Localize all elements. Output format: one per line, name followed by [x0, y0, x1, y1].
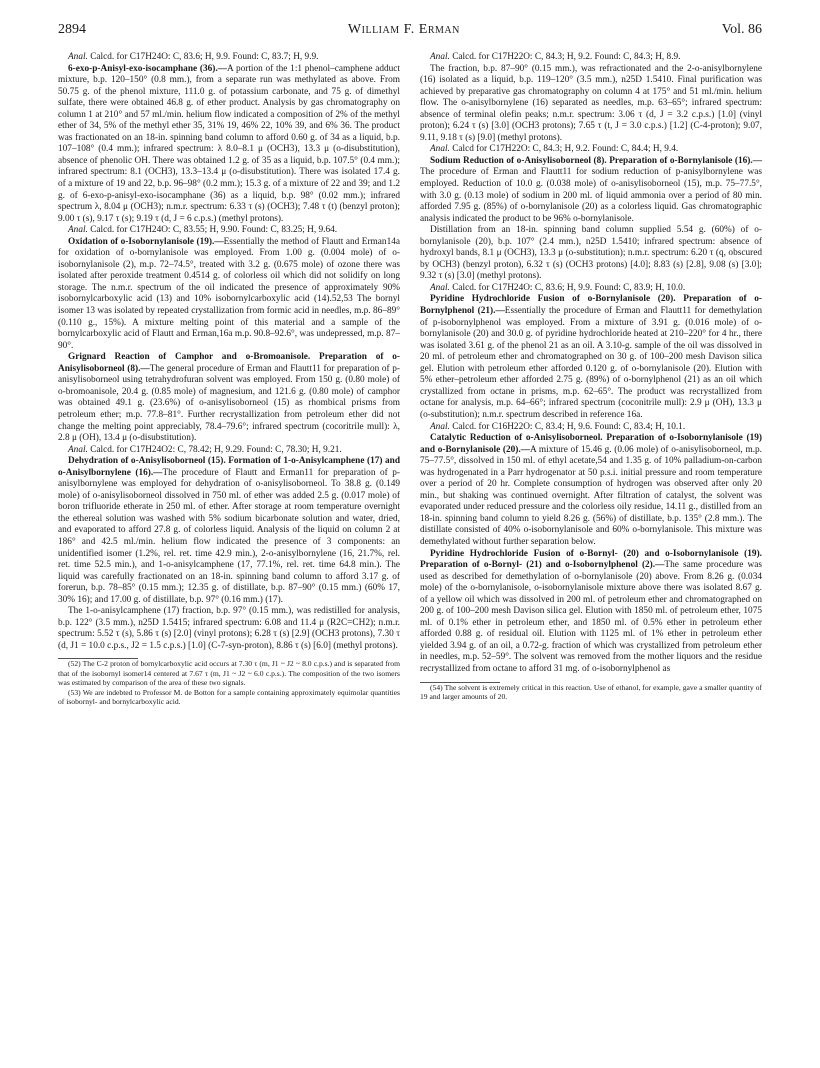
section-heading: Pyridine Hydrochloride Fusion of o-Bornylanisole (20). Preparation of o-Bornylphenol (21).—	[420, 294, 762, 317]
body-paragraph	[58, 237, 400, 352]
section-heading: Catalytic Reduction of o-Anisylisoborneol. Preparation of o-Isobornylanisole (19) and o-Bornylanisole (20).—	[420, 433, 762, 455]
section-heading: Grignard Reaction of Camphor and o-Bromoanisole. Preparation of o-Anisylisoborneol (8).—	[58, 352, 400, 374]
analysis-line	[420, 422, 762, 434]
paragraph-text: A portion of the 1:1 phenol–camphene adduct mixture, b.p. 120–150° (0.8 mm.), from a separate run was methylated as above. From 50.75 g. of the phenol mixture, 111.0 g. of potassium carbonate, and 75 g. of dimethyl sulfate, there were obtained 46.8 g. of ether product. Analysis by gas chromatography on column 1 at 210° and 57 ml./min. helium flow indicated a composition of 2% of the methyl ether of 34, 5% of the methyl ether 35, 31% 19, 46% 22, 10% 39, and 6% 36. The product was fractionated on an 18-in. spinning band column to afford 0.60 g. of 34 as a liquid, b.p. 107–108° (0.4 mm.); infrared spectrum: λ 8.0–8.1 μ (OCH3), 13.3 μ (o-disubstitution), absence of phenolic OH. There was obtained 1.2 g. of 35 as a liquid, b.p. 107.5° (0.4 mm.); infrared spectrum: 8.1 (OCH3), 13.3–13.4 μ (o-disubstitution). There was isolated 17.4 g. of a mixture of 19 and 22, b.p. 96–98° (0.2 mm.); 15.3 g. of a mixture of 22 and 39; and 1.2 g. of 6-exo-p-anisyl-exo-isocamphane (36) as a liquid, b.p. 98° (0.02 mm.); infrared spectrum λ, 8.04 μ (OCH3); n.m.r. spectrum: 6.33 τ (s) (OCH3); 7.48 τ (t) (benzyl proton); 9.00 τ (s), 9.17 τ (s); 9.19 τ (d, J = 6 c.p.s.) (methyl protons).	[58, 63, 400, 224]
paragraph-text: The general procedure of Erman and Flautt11 for preparation of p-anisylisoborneol using tetrahydrofuran solvent was employed. From 150 g. (0.80 mole) of o-bromoanisole, 20.4 g. (0.85 mole) of magnesium, and 121.6 g. (0.80 mole) of camphor was obtained 49.1 g. (23.6%) of o-anisylisoborneol (15) as rhombical prisms from petroleum ether; m.p. 77.8–81°. Further recrystallization from petroleum ether did not change the melting point appreciably, 78.4–79.6°; infrared spectrum (cocoritrile mull): λ, 2.8 μ (OH), 13.4 μ (o-disubstitution).	[58, 363, 400, 444]
body-paragraph	[420, 156, 762, 225]
analysis-line	[58, 52, 400, 64]
body-paragraph	[58, 606, 400, 652]
left-column	[58, 52, 400, 706]
paragraph-text: Distillation from an 18-in. spinning band column supplied 5.54 g. (60%) of o-bornylanisole (20), b.p. 107° (2.4 mm.), n25D 1.5410; infrared spectrum: absence of hydroxyl bands, 8.1 μ (OCH3), 13.3 μ (o-substitution); n.m.r. spectrum: 6.20 τ (q, obscured by OCH3) (benzyl proton), 6.32 τ (s) (OCH3 protons) [4.0]; 8.83 (s) [2.8], 9.08 (s) [3.0]; 9.32 τ (s) [3.0] (methyl protons).	[420, 225, 762, 282]
body-paragraph	[420, 433, 762, 548]
analysis-values: Calcd. for C16H22O: C, 83.4; H, 9.6. Found: C, 83.4; H, 10.1.	[449, 421, 686, 432]
section-heading: Oxidation of o-Isobornylanisole (19).—	[68, 236, 224, 247]
analysis-line	[58, 445, 400, 457]
right-column-body	[420, 52, 762, 676]
body-paragraph	[58, 64, 400, 226]
body-paragraph	[420, 549, 762, 676]
section-heading: Pyridine Hydrochloride Fusion of o-Bornyl- (20) and o-Isobornylanisole (19). Preparation of o-Bornyl- (21) and o-Isobornylphenol (2).—	[420, 548, 762, 571]
analysis-line	[420, 144, 762, 156]
analysis-label: Anal.	[68, 225, 88, 236]
analysis-values: Calcd. for C17H24O: C, 83.55; H, 9.90. Found: C, 83.25; H, 9.64.	[87, 225, 338, 236]
analysis-values: Calcd. for C17H22O: C, 84.3; H, 9.2. Found: C, 84.3; H, 8.9.	[449, 52, 681, 62]
section-heading: Sodium Reduction of o-Anisylisoborneol (8). Preparation of o-Bornylanisole (16).—	[430, 155, 762, 166]
paragraph-text: The procedure of Erman and Flautt11 for sodium reduction of p-anisylbornylene was employed. Reduction of 10.0 g. (0.038 mole) of o-anisylisoborneol (15), m.p. 75–77.5°, with 3.0 g. (0.13 mole) of sodium in 200 ml. of liquid ammonia over a period of 80 min. afforded 7.95 g. (85%) of o-bornylanisole (20) as a colorless liquid. Gas chromatographic analysis indicated the product to be 96% o-bornylanisole.	[420, 167, 762, 224]
paragraph-text: The same procedure was used as described for demethylation of o-bornylanisole (20) above. From 8.26 g. (0.034 mole) of the o-bornylanisole, o-isobornylanisole mixture above there was isolated 8.67 g. of a yellow oil which was dissolved in 200 ml. of petroleum ether and chromatographed on 200 g. of 100–200 mesh Davison silica gel. Elution with 1850 ml. of petroleum ether, 1075 ml. of 0.1% ether in petroleum ether, and 1850 ml. of 0.5% ether in petroleum ether afforded 0.88 g. of residual oil. Elution with 1125 ml. of 1% ether in petroleum ether yielded 3.94 g. of an oil, a 0.72-g. fraction of which was crystallized from petroleum ether in needles, m.p. 52–59°. The solvent was removed from the mother liquors and the residue recrystallized from octane to afford 31 mg. of o-isobornylphenol as	[420, 560, 762, 674]
page-number: 2894	[58, 22, 86, 37]
right-footnotes	[420, 682, 762, 702]
analysis-label: Anal.	[68, 52, 88, 62]
analysis-values: Calcd. for C17H24O: C, 83.6; H, 9.9. Found: C, 83.9; H, 10.0.	[449, 282, 686, 293]
left-footnotes	[58, 658, 400, 706]
analysis-label: Anal.	[430, 52, 450, 62]
analysis-values: Calcd. for C17H24O2: C, 78.42; H, 9.29. Found: C, 78.30; H, 9.21.	[87, 444, 342, 455]
footnote: (53) We are indebted to Professor M. de Botton for a sample containing approximately equimolar quantities of isobornyl- and bornylcarboxylic acid.	[58, 687, 400, 707]
paragraph-text: The fraction, b.p. 87–90° (0.15 mm.), was refractionated and the 2-o-anisylbornylene (16) isolated as a liquid, b.p. 119–120° (3.5 mm.), n25D 1.5410. Final purification was achieved by preparative gas chromatography on column 4 at 175° and 51 ml./min. helium flow. The o-anisylbornylene (16) separated as needles, m.p. 63–65°; infrared spectrum: absence of terminal olefin peaks; n.m.r. spectrum: 3.06 τ (d, J = 3.2 c.p.s.) [1.0] (vinyl proton); 6.24 τ (s) [3.0] (OCH3 protons); 7.65 τ (t, J = 3.0 c.p.s.) [1.2] (C-4-proton); 9.07, 9.11, 9.18 τ (s) [9.0] (methyl protons).	[420, 63, 762, 143]
paragraph-text: Essentially the method of Flautt and Erman14a for oxidation of o-bornylanisole was employed. From 1.00 g. (0.004 mole) of o-isobornylanisole (2), m.p. 72–74.5°, treated with 3.2 g. (0.675 mole) of ozone there was isolated after peroxide treatment 0.4514 g. of colorless oil which did not solidify on long storage. The n.m.r. spectrum of the oil indicated the presence of approximately 90% isobornylcarboxylic acid (13) and 10% isobornylcarboxylic acid (14).52,53 The bornyl isomer 13 was isolated by repeated crystallization from formic acid in needles, m.p. 86–89° (0.110 g., 15%). A mixture melting point of this material and a sample of the bornylcarboxylic acid of Flautt and Erman,16a m.p. 90.8–92.6°, was undepressed, m.p. 87–90°.	[58, 236, 400, 351]
analysis-label: Anal.	[430, 421, 450, 432]
body-paragraph	[58, 456, 400, 606]
paragraph-text: A mixture of 15.46 g. (0.06 mole) of o-anisylisoborneol, m.p. 75–77.5°, dissolved in 150 ml. of ethyl acetate,54 and 1.35 g. of 10% palladium-on-carbon was hydrogenated in a Parr hydrogenator at 50 p.s.i. initial pressure and room temperature over a period of 20 hr. Complete consumption of hydrogen was observed after only 20 min., but shaking was continued overnight. After filtration of catalyst, the solvent was evaporated under reduced pressure and the colorless oily residue, 14.11 g., distilled from an 18-in. spinning band column to yield 8.26 g. (56%) of distillate, b.p. 135° (2.8 mm.). The distillate consisted of 40% o-isobornylanisole and 60% o-bornylanisole. This mixture was demethylated without further separation below.	[420, 444, 762, 547]
paragraph-text: The 1-o-anisylcamphene (17) fraction, b.p. 97° (0.15 mm.), was redistilled for analysis, b.p. 122° (3.5 mm.), n25D 1.5415; infrared spectrum: 6.08 and 11.4 μ (R2C=CH2); n.m.r. spectrum: 5.52 τ (s), 5.86 τ (s) [2.0] (vinyl protons); 6.28 τ (s) [2.9] (OCH3 protons), 7.30 τ (d, J1 = 10.0 c.p.s., J2 = 1.5 c.p.s.) [1.0] (C-7-syn-proton), 8.86 τ (s) [6.0] (methyl protons).	[58, 606, 400, 651]
body-paragraph	[420, 294, 762, 421]
analysis-line	[58, 225, 400, 237]
analysis-values: Calcd for C17H22O: C, 84.3; H, 9.2. Found: C, 84.4; H, 9.4.	[449, 144, 679, 155]
body-paragraph	[58, 352, 400, 444]
right-column	[420, 52, 762, 701]
analysis-values: Calcd. for C17H24O: C, 83.6; H, 9.9. Found: C, 83.7; H, 9.9.	[87, 52, 319, 62]
section-heading: Dehydration of o-Anisylisoborneol (15). Formation of 1-o-Anisylcamphene (17) and o-Anisylbornylene (16).—	[58, 456, 400, 478]
left-column-body	[58, 52, 400, 652]
footnote: (54) The solvent is extremely critical in this reaction. Use of ethanol, for example, gave a smaller quantity of 19 and larger amounts of 20.	[420, 682, 762, 701]
analysis-line	[420, 283, 762, 295]
analysis-line	[420, 52, 762, 64]
analysis-label: Anal.	[430, 144, 450, 155]
running-head	[58, 22, 762, 38]
paragraph-text: The procedure of Flautt and Erman11 for preparation of p-anisylbornylene was employed for dehydration of o-anisylisoborneol. To 38.8 g. (0.149 mole) of o-anisylisoborneol dissolved in 750 ml. of ether was added 2.5 g. (0.017 mole) of boron trifluoride etherate in 250 ml. of ether. After storage at room temperature overnight the ethereal solution was washed with 5% sodium bicarbonate solution and water, dried, and evaporated to afford 27.8 g. of colorless liquid. Analysis of the liquid on column 2 at 186° and 42.5 ml./min. helium flow indicated the presence of 3 components: an unidentified isomer (1.2%, rel. ret. time 42.9 min.), 2-o-anisylbornylene (16, 21.7%, rel. ret. time 52.5 min.), and 1-o-anisylcamphene (17, 77.1%, rel. ret. time 64.8 min.). The liquid was carefully fractionated on an 18-in. spinning band column to afford 3.17 g. of forerun, b.p. 78–85° (0.15 mm.); 12.35 g. of distillate, b.p. 87–90° (0.15 mm.) (60% 17, 30% 16); and 17.00 g. of distillate, b.p. 97° (0.16 mm.) (17).	[58, 467, 400, 605]
body-paragraph	[420, 225, 762, 283]
volume-label: Vol. 86	[721, 22, 762, 37]
analysis-label: Anal.	[68, 444, 88, 455]
body-paragraph	[420, 64, 762, 145]
analysis-label: Anal.	[430, 282, 450, 293]
section-heading: 6-exo-p-Anisyl-exo-isocamphane (36).—	[68, 63, 227, 74]
footnote: (52) The C-2 proton of bornylcarboxylic acid occurs at 7.30 τ (m, J1 ~ J2 ~ 8.0 c.p.s.) and is separated from that of the isobornyl isomer14 centered at 7.67 τ (m, J1 ~ J2 ~ 6.0 c.p.s.). The composition of the two isomers was estimated by comparison of the area of these two signals.	[58, 659, 400, 688]
paragraph-text: Essentially the procedure of Erman and Flautt11 for demethylation of p-isobornylphenol was employed. From a mixture of 3.91 g. (0.016 mole) of o-bornylanisole (20) and 30.0 g. of pyridine hydrochloride heated at 210–220° for 4 hr., there was isolated 3.61 g. of the phenol 21 as an oil. A 3.10-g. sample of the oil was dissolved in 20 ml. of petroleum ether and chromatographed on 30 g. of 100–200 mesh Davison silica gel. Elution with petroleum ether afforded 0.120 g. of o-bornylanisole (20). Elution with 5% ether–petroleum ether afforded 2.75 g. (89%) of o-bornylphenol (21) as an oil which crystallized from octane in prisms, m.p. 62–65°. The product was recrystallized from octane for analysis, m.p. 64–66°; infrared spectrum (coconitrile mull): 2.9 μ (OH), 13.3 μ (o-substitution); n.m.r. spectrum described in reference 16a.	[420, 306, 762, 420]
running-author: William F. Erman	[347, 22, 460, 37]
